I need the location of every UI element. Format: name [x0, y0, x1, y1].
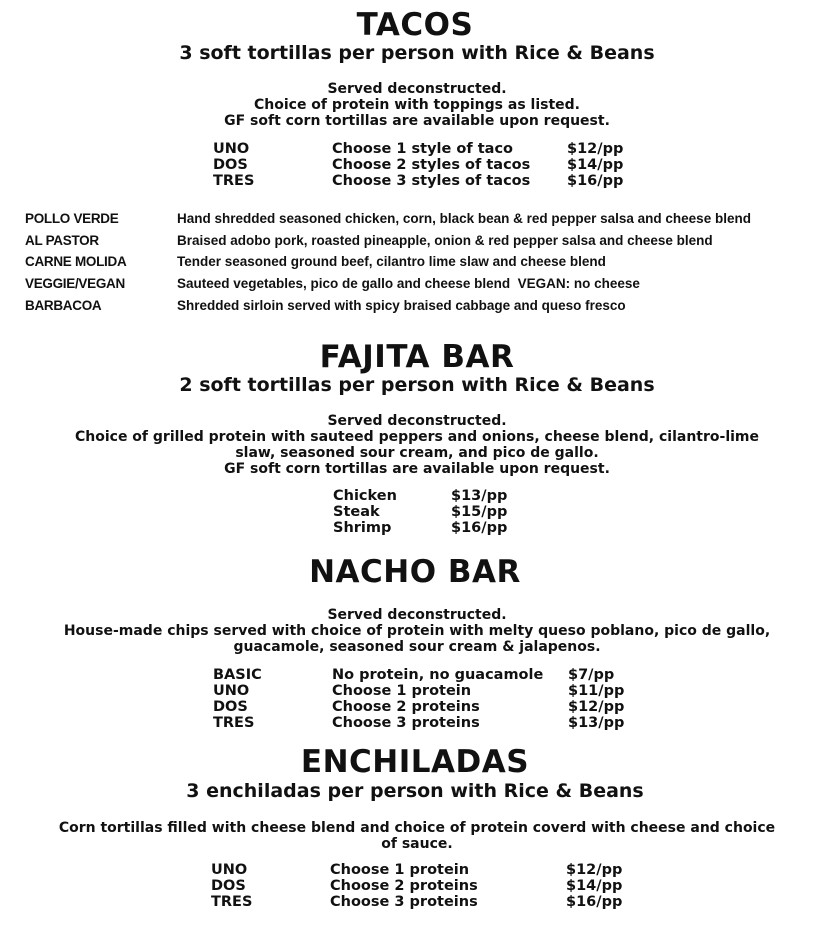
- tier-desc: Choose 3 styles of tacos: [332, 173, 531, 189]
- tacos-description: Served deconstructed. Choice of protein with toppings as listed. GF soft corn tortillas are available upon request.: [224, 81, 610, 129]
- tier-desc: Choose 3 proteins: [330, 894, 478, 910]
- option-name: Chicken: [333, 488, 397, 504]
- nacho-title: NACHO BAR: [309, 554, 521, 590]
- enchiladas-title: ENCHILADAS: [300, 744, 530, 780]
- enchiladas-subtitle: 3 enchiladas per person with Rice & Beans: [186, 780, 644, 802]
- option-price: $15/pp: [451, 504, 508, 520]
- fajita-subtitle: 2 soft tortillas per person with Rice & Beans: [179, 374, 655, 396]
- tier-desc: Choose 2 proteins: [330, 878, 478, 894]
- tier-price: $16/pp: [566, 894, 623, 910]
- tier-price: $16/pp: [567, 173, 624, 189]
- option-price: $13/pp: [451, 488, 508, 504]
- taco-styles-list: [25, 208, 751, 317]
- tier-price: $14/pp: [567, 157, 624, 173]
- tier-name: TRES: [211, 894, 253, 910]
- tacos-title: TACOS: [356, 7, 474, 43]
- fajita-title: FAJITA BAR: [319, 339, 515, 375]
- tier-name: UNO: [213, 141, 250, 157]
- enchiladas-tier-table: [211, 862, 622, 910]
- tier-name: BASIC: [213, 667, 262, 683]
- tier-desc: Choose 3 proteins: [332, 715, 480, 731]
- tier-price: $11/pp: [568, 683, 625, 699]
- tier-name: UNO: [213, 683, 250, 699]
- fajita-option-table: [333, 488, 507, 536]
- list-item: POLLO VERDE Hand shredded seasoned chicken, corn, black bean & red pepper salsa and cheese blend: [25, 211, 751, 226]
- tier-price: $12/pp: [567, 141, 624, 157]
- nacho-description: Served deconstructed. House-made chips served with choice of protein with melty queso poblano, pico de gallo, guacamole, seasoned sour cream & jalapenos.: [63, 607, 771, 655]
- tier-desc: Choose 2 proteins: [332, 699, 480, 715]
- tier-desc: Choose 1 protein: [332, 683, 472, 699]
- tacos-subtitle: 3 soft tortillas per person with Rice & Beans: [179, 42, 655, 64]
- tier-price: $7/pp: [568, 667, 615, 683]
- vegan-label: VEGAN:: [517, 276, 571, 292]
- tier-name: DOS: [211, 878, 246, 894]
- tier-name: TRES: [213, 715, 255, 731]
- tier-name: TRES: [213, 173, 255, 189]
- enchiladas-description: Corn tortillas filled with cheese blend and choice of protein coverd with cheese and choice of sauce.: [58, 820, 776, 852]
- tier-price: $13/pp: [568, 715, 625, 731]
- nacho-tier-table: [213, 667, 624, 731]
- option-name: Steak: [333, 504, 380, 520]
- tier-desc: Choose 1 style of taco: [332, 141, 513, 157]
- list-item: VEGGIE/VEGAN Sauteed vegetables, pico de gallo and cheese blend VEGAN: no cheese: [25, 276, 640, 292]
- tier-price: $14/pp: [566, 878, 623, 894]
- tier-name: DOS: [213, 157, 248, 173]
- fajita-description: Served deconstructed. Choice of grilled protein with sauteed peppers and onions, cheese blend, cilantro-lime slaw, seasoned sour cream, and pico de gallo. GF soft corn tortillas are available upon request.: [74, 413, 760, 477]
- list-item: AL PASTOR Braised adobo pork, roasted pineapple, onion & red pepper salsa and cheese blend: [25, 232, 713, 248]
- tier-price: $12/pp: [566, 862, 623, 878]
- tier-name: DOS: [213, 699, 248, 715]
- tier-price: $12/pp: [568, 699, 625, 715]
- tier-name: UNO: [211, 862, 248, 878]
- list-item: CARNE MOLIDA Tender seasoned ground beef, cilantro lime slaw and cheese blend: [25, 254, 606, 270]
- tier-desc: No protein, no guacamole: [332, 667, 544, 683]
- option-price: $16/pp: [451, 520, 508, 536]
- tier-desc: Choose 1 protein: [330, 862, 470, 878]
- list-item: BARBACOA Shredded sirloin served with spicy braised cabbage and queso fresco: [25, 297, 626, 313]
- tier-desc: Choose 2 styles of tacos: [332, 157, 531, 173]
- option-name: Shrimp: [333, 520, 392, 536]
- tacos-tier-table: [213, 141, 623, 189]
